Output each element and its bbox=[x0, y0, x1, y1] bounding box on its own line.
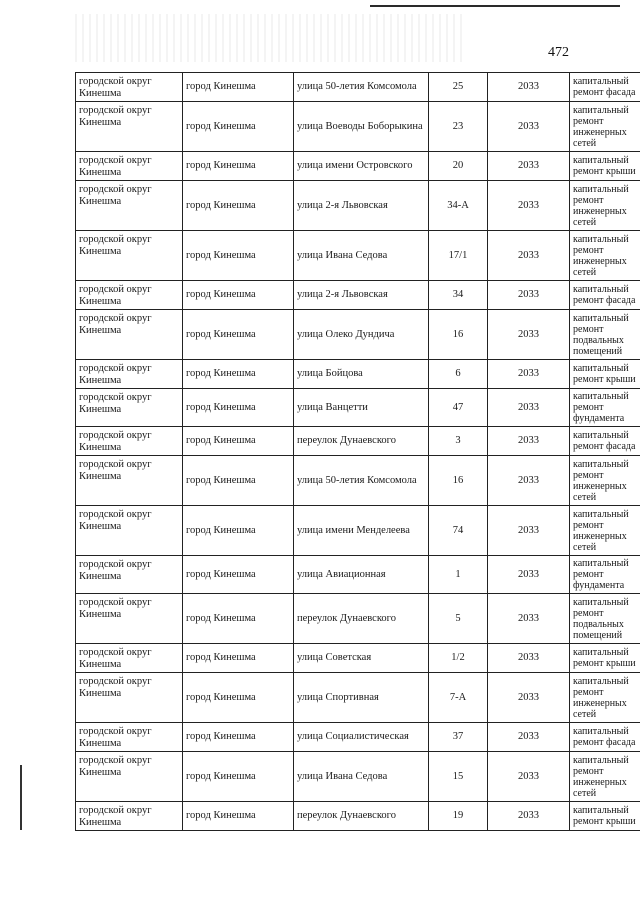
house-number-cell: 15 bbox=[429, 752, 488, 802]
street-cell: переулок Дунаевского bbox=[294, 802, 429, 831]
street-cell: переулок Дунаевского bbox=[294, 427, 429, 456]
year-cell: 2033 bbox=[488, 427, 570, 456]
work-type-cell: капитальный ремонт крыши bbox=[570, 644, 640, 673]
city-cell: город Кинешма bbox=[183, 456, 294, 506]
district-cell: городской округ Кинешма bbox=[76, 506, 183, 556]
house-number-cell: 1/2 bbox=[429, 644, 488, 673]
work-type-cell: капитальный ремонт крыши bbox=[570, 152, 640, 181]
table-row bbox=[76, 506, 640, 556]
district-cell: городской округ Кинешма bbox=[76, 456, 183, 506]
year-cell: 2033 bbox=[488, 556, 570, 594]
district-cell: городской округ Кинешма bbox=[76, 181, 183, 231]
year-cell: 2033 bbox=[488, 506, 570, 556]
table-row bbox=[76, 644, 640, 673]
table-row bbox=[76, 281, 640, 310]
street-cell: улица 2-я Львовская bbox=[294, 181, 429, 231]
work-type-cell: капитальный ремонт инженерных сетей bbox=[570, 456, 640, 506]
house-number-cell: 16 bbox=[429, 456, 488, 506]
street-cell: улица Воеводы Боборыкина bbox=[294, 102, 429, 152]
table-row bbox=[76, 152, 640, 181]
city-cell: город Кинешма bbox=[183, 723, 294, 752]
district-cell: городской округ Кинешма bbox=[76, 752, 183, 802]
table-body bbox=[76, 73, 640, 831]
year-cell: 2033 bbox=[488, 73, 570, 102]
year-cell: 2033 bbox=[488, 594, 570, 644]
street-cell: улица Авиационная bbox=[294, 556, 429, 594]
work-type-cell: капитальный ремонт инженерных сетей bbox=[570, 506, 640, 556]
work-type-cell: капитальный ремонт крыши bbox=[570, 360, 640, 389]
house-number-cell: 23 bbox=[429, 102, 488, 152]
table-row bbox=[76, 802, 640, 831]
work-type-cell: капитальный ремонт фасада bbox=[570, 73, 640, 102]
district-cell: городской округ Кинешма bbox=[76, 802, 183, 831]
district-cell: городской округ Кинешма bbox=[76, 152, 183, 181]
table-row bbox=[76, 102, 640, 152]
table-row bbox=[76, 556, 640, 594]
work-type-cell: капитальный ремонт фундамента bbox=[570, 556, 640, 594]
year-cell: 2033 bbox=[488, 389, 570, 427]
house-number-cell: 17/1 bbox=[429, 231, 488, 281]
work-type-cell: капитальный ремонт инженерных сетей bbox=[570, 673, 640, 723]
street-cell: улица 50-летия Комсомола bbox=[294, 73, 429, 102]
house-number-cell: 74 bbox=[429, 506, 488, 556]
year-cell: 2033 bbox=[488, 281, 570, 310]
city-cell: город Кинешма bbox=[183, 231, 294, 281]
street-cell: улица Олеко Дундича bbox=[294, 310, 429, 360]
work-type-cell: капитальный ремонт подвальных помещений bbox=[570, 594, 640, 644]
street-cell: улица Спортивная bbox=[294, 673, 429, 723]
house-number-cell: 25 bbox=[429, 73, 488, 102]
table-row bbox=[76, 73, 640, 102]
table-row bbox=[76, 389, 640, 427]
city-cell: город Кинешма bbox=[183, 427, 294, 456]
street-cell: улица имени Островского bbox=[294, 152, 429, 181]
house-number-cell: 6 bbox=[429, 360, 488, 389]
table-row bbox=[76, 181, 640, 231]
work-type-cell: капитальный ремонт подвальных помещений bbox=[570, 310, 640, 360]
house-number-cell: 1 bbox=[429, 556, 488, 594]
year-cell: 2033 bbox=[488, 310, 570, 360]
year-cell: 2033 bbox=[488, 231, 570, 281]
year-cell: 2033 bbox=[488, 723, 570, 752]
city-cell: город Кинешма bbox=[183, 181, 294, 231]
house-number-cell: 7-А bbox=[429, 673, 488, 723]
year-cell: 2033 bbox=[488, 102, 570, 152]
year-cell: 2033 bbox=[488, 752, 570, 802]
city-cell: город Кинешма bbox=[183, 752, 294, 802]
table-row bbox=[76, 673, 640, 723]
house-number-cell: 34-А bbox=[429, 181, 488, 231]
street-cell: переулок Дунаевского bbox=[294, 594, 429, 644]
table-row bbox=[76, 231, 640, 281]
street-cell: улица Ивана Седова bbox=[294, 752, 429, 802]
city-cell: город Кинешма bbox=[183, 360, 294, 389]
table-row bbox=[76, 360, 640, 389]
work-type-cell: капитальный ремонт фасада bbox=[570, 723, 640, 752]
street-cell: улица Бойцова bbox=[294, 360, 429, 389]
city-cell: город Кинешма bbox=[183, 802, 294, 831]
repair-schedule-table bbox=[75, 72, 640, 831]
work-type-cell: капитальный ремонт фасада bbox=[570, 281, 640, 310]
city-cell: город Кинешма bbox=[183, 310, 294, 360]
street-cell: улица Ванцетти bbox=[294, 389, 429, 427]
district-cell: городской округ Кинешма bbox=[76, 231, 183, 281]
year-cell: 2033 bbox=[488, 644, 570, 673]
scan-artifact bbox=[75, 14, 465, 62]
house-number-cell: 3 bbox=[429, 427, 488, 456]
work-type-cell: капитальный ремонт инженерных сетей bbox=[570, 102, 640, 152]
table-row bbox=[76, 594, 640, 644]
top-rule-line bbox=[370, 5, 620, 7]
city-cell: город Кинешма bbox=[183, 673, 294, 723]
work-type-cell: капитальный ремонт крыши bbox=[570, 802, 640, 831]
house-number-cell: 19 bbox=[429, 802, 488, 831]
district-cell: городской округ Кинешма bbox=[76, 281, 183, 310]
district-cell: городской округ Кинешма bbox=[76, 73, 183, 102]
year-cell: 2033 bbox=[488, 456, 570, 506]
city-cell: город Кинешма bbox=[183, 594, 294, 644]
table-row bbox=[76, 427, 640, 456]
street-cell: улица Социалистическая bbox=[294, 723, 429, 752]
district-cell: городской округ Кинешма bbox=[76, 644, 183, 673]
table-row bbox=[76, 456, 640, 506]
work-type-cell: капитальный ремонт инженерных сетей bbox=[570, 752, 640, 802]
district-cell: городской округ Кинешма bbox=[76, 594, 183, 644]
house-number-cell: 20 bbox=[429, 152, 488, 181]
margin-mark bbox=[20, 765, 22, 830]
street-cell: улица Ивана Седова bbox=[294, 231, 429, 281]
district-cell: городской округ Кинешма bbox=[76, 556, 183, 594]
work-type-cell: капитальный ремонт фундамента bbox=[570, 389, 640, 427]
year-cell: 2033 bbox=[488, 152, 570, 181]
table-row bbox=[76, 723, 640, 752]
house-number-cell: 47 bbox=[429, 389, 488, 427]
city-cell: город Кинешма bbox=[183, 506, 294, 556]
district-cell: городской округ Кинешма bbox=[76, 427, 183, 456]
city-cell: город Кинешма bbox=[183, 644, 294, 673]
house-number-cell: 5 bbox=[429, 594, 488, 644]
house-number-cell: 37 bbox=[429, 723, 488, 752]
city-cell: город Кинешма bbox=[183, 73, 294, 102]
street-cell: улица имени Менделеева bbox=[294, 506, 429, 556]
year-cell: 2033 bbox=[488, 360, 570, 389]
district-cell: городской округ Кинешма bbox=[76, 723, 183, 752]
work-type-cell: капитальный ремонт инженерных сетей bbox=[570, 231, 640, 281]
house-number-cell: 16 bbox=[429, 310, 488, 360]
district-cell: городской округ Кинешма bbox=[76, 389, 183, 427]
city-cell: город Кинешма bbox=[183, 152, 294, 181]
year-cell: 2033 bbox=[488, 181, 570, 231]
house-number-cell: 34 bbox=[429, 281, 488, 310]
city-cell: город Кинешма bbox=[183, 102, 294, 152]
table-row bbox=[76, 310, 640, 360]
district-cell: городской округ Кинешма bbox=[76, 360, 183, 389]
work-type-cell: капитальный ремонт фасада bbox=[570, 427, 640, 456]
street-cell: улица 2-я Львовская bbox=[294, 281, 429, 310]
district-cell: городской округ Кинешма bbox=[76, 673, 183, 723]
work-type-cell: капитальный ремонт инженерных сетей bbox=[570, 181, 640, 231]
city-cell: город Кинешма bbox=[183, 281, 294, 310]
district-cell: городской округ Кинешма bbox=[76, 102, 183, 152]
page-number: 472 bbox=[548, 45, 569, 60]
district-cell: городской округ Кинешма bbox=[76, 310, 183, 360]
city-cell: город Кинешма bbox=[183, 389, 294, 427]
city-cell: город Кинешма bbox=[183, 556, 294, 594]
street-cell: улица Советская bbox=[294, 644, 429, 673]
year-cell: 2033 bbox=[488, 673, 570, 723]
table-row bbox=[76, 752, 640, 802]
street-cell: улица 50-летия Комсомола bbox=[294, 456, 429, 506]
year-cell: 2033 bbox=[488, 802, 570, 831]
